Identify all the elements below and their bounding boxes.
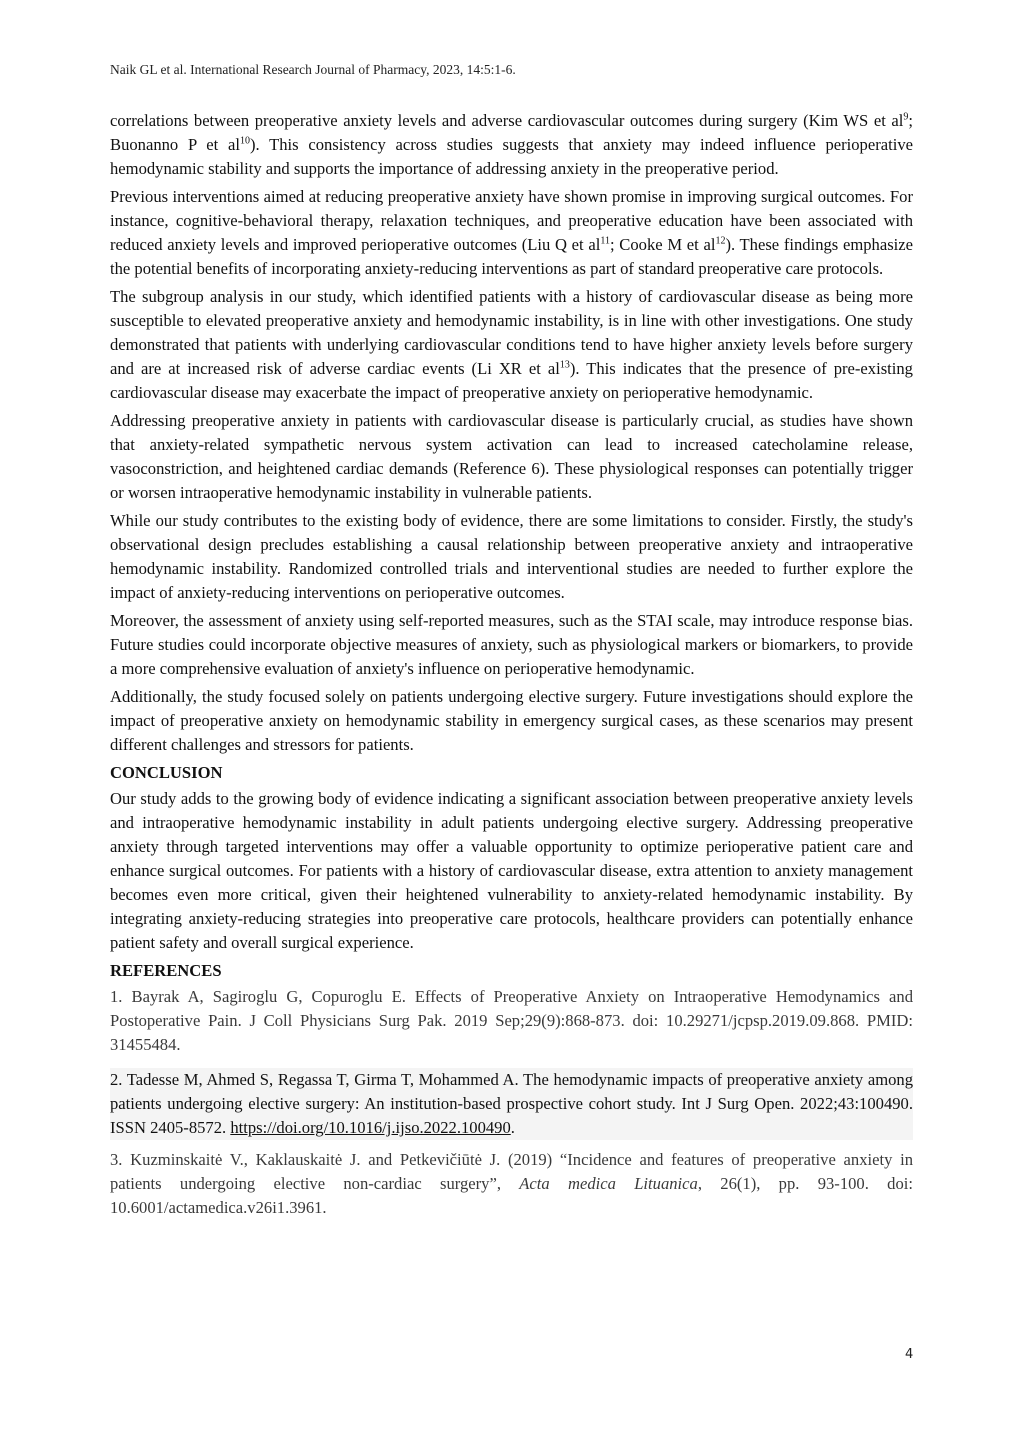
text-segment: Previous interventions aimed at reducing preoperative anxiety have shown promise in improving surgical outcomes. For instance, cognitive-behavioral therapy, relaxation techniques, and preoperative education have been associated with reduced anxiety levels and improved perioperative outcomes (Liu Q et al xyxy=(110,187,913,254)
discussion-paragraph-4: Addressing preoperative anxiety in patients with cardiovascular disease is particularly crucial, as studies have shown that anxiety-related sympathetic nervous system activation can lead to increased catecholamine release, vasoconstriction, and heightened cardiac demands (Reference 6). These physiological responses can potentially trigger or worsen intraoperative hemodynamic instability in vulnerable patients. xyxy=(110,411,913,502)
text-segment: ). These findings emphasize the potential benefits of incorporating anxiety-reducing interventions as part of standard preoperative care protocols. xyxy=(110,235,913,278)
reference-text: 3. Kuzminskaitė V., Kaklauskaitė J. and Petkevičiūtė J. (2019) “Incidence and features of preoperative anxiety in patients undergoing elective non-cardiac surgery”, xyxy=(110,1150,913,1193)
discussion-paragraph-2 xyxy=(110,185,913,281)
citation-superscript: 10 xyxy=(240,135,250,147)
references-heading: REFERENCES xyxy=(110,961,222,980)
reference-item-2 xyxy=(110,1068,913,1140)
reference-text: 2. Tadesse M, Ahmed S, Regassa T, Girma T, Mohammed A. The hemodynamic impacts of preoperative anxiety among patients undergoing elective surgery: An institution-based prospective cohort study. Int J Surg Open. 2022;43:100490. ISSN 2405-8572. xyxy=(110,1070,913,1137)
conclusion-paragraph: Our study adds to the growing body of evidence indicating a significant association between preoperative anxiety levels and intraoperative hemodynamic instability in adult patients undergoing elective surgery. Addressing preoperative anxiety through targeted interventions may offer a valuable opportunity to optimize perioperative patient care and enhance surgical outcomes. For patients with a history of cardiovascular disease, extra attention to anxiety management becomes even more critical, given their heightened vulnerability to anxiety-related hemodynamic instability. By integrating anxiety-reducing strategies into preoperative care protocols, healthcare providers can potentially enhance patient safety and overall surgical experience. xyxy=(110,789,913,952)
discussion-paragraph-6: Moreover, the assessment of anxiety using self-reported measures, such as the STAI scale, may introduce response bias. Future studies could incorporate objective measures of anxiety, such as physiological markers or biomarkers, to provide a more comprehensive evaluation of anxiety's influence on perioperative hemodynamic. xyxy=(110,611,913,678)
running-head: Naik GL et al. International Research Journal of Pharmacy, 2023, 14:5:1-6. xyxy=(110,62,516,77)
citation-superscript: 13 xyxy=(559,359,570,371)
reference-list xyxy=(110,985,913,1220)
text-segment: ). This consistency across studies suggests that anxiety may indeed influence perioperative hemodynamic stability and supports the importance of addressing anxiety in the preoperative period. xyxy=(110,135,913,178)
citation-superscript: 11 xyxy=(600,235,610,247)
reference-text: . xyxy=(510,1118,515,1137)
conclusion-heading: CONCLUSION xyxy=(110,763,223,782)
text-segment: ; Cooke M et al xyxy=(609,235,716,254)
journal-name: Acta medica Lituanica xyxy=(519,1174,698,1193)
article-body xyxy=(110,109,913,1220)
text-segment: ). This indicates that the presence of pre-existing cardiovascular disease may exacerbate the impact of preoperative anxiety on perioperative hemodynamic. xyxy=(110,359,913,402)
discussion-paragraph-3 xyxy=(110,285,913,405)
doi-link[interactable]: https://doi.org/10.1016/j.ijso.2022.100490 xyxy=(230,1118,511,1137)
reference-text: , 26(1), pp. 93-100. doi: 10.6001/actamedica.v26i1.3961. xyxy=(110,1174,913,1217)
reference-item-1: 1. Bayrak A, Sagiroglu G, Copuroglu E. Effects of Preoperative Anxiety on Intraoperative Hemodynamics and Postoperative Pain. J Coll Physicians Surg Pak. 2019 Sep;29(9):868-873. doi: 10.29271/jcpsp.2019.09.868. PMID: 31455484. xyxy=(110,987,913,1054)
text-segment: The subgroup analysis in our study, which identified patients with a history of cardiovascular disease as being more susceptible to elevated preoperative anxiety and hemodynamic instability, is in line with other investigations. One study demonstrated that patients with underlying cardiovascular conditions tend to have higher anxiety levels before surgery and are at increased risk of adverse cardiac events (Li XR et al xyxy=(110,287,913,378)
discussion-paragraph-1 xyxy=(110,109,913,181)
discussion-paragraph-7: Additionally, the study focused solely on patients undergoing elective surgery. Future investigations should explore the impact of preoperative anxiety on hemodynamic stability in emergency surgical cases, as these scenarios may present different challenges and stressors for patients. xyxy=(110,687,913,754)
reference-item-3 xyxy=(110,1148,913,1220)
citation-superscript: 12 xyxy=(715,235,726,247)
citation-superscript: 9 xyxy=(903,111,909,123)
page-number: 4 xyxy=(905,1347,914,1362)
text-segment: correlations between preoperative anxiety levels and adverse cardiovascular outcomes during surgery (Kim WS et al xyxy=(110,111,904,130)
discussion-paragraph-5: While our study contributes to the existing body of evidence, there are some limitations to consider. Firstly, the study's observational design precludes establishing a causal relationship between preoperative anxiety and intraoperative hemodynamic instability. Randomized controlled trials and interventional studies are needed to further explore the impact of anxiety-reducing interventions on perioperative outcomes. xyxy=(110,511,913,602)
text-segment: ; Buonanno P et al xyxy=(110,111,913,154)
